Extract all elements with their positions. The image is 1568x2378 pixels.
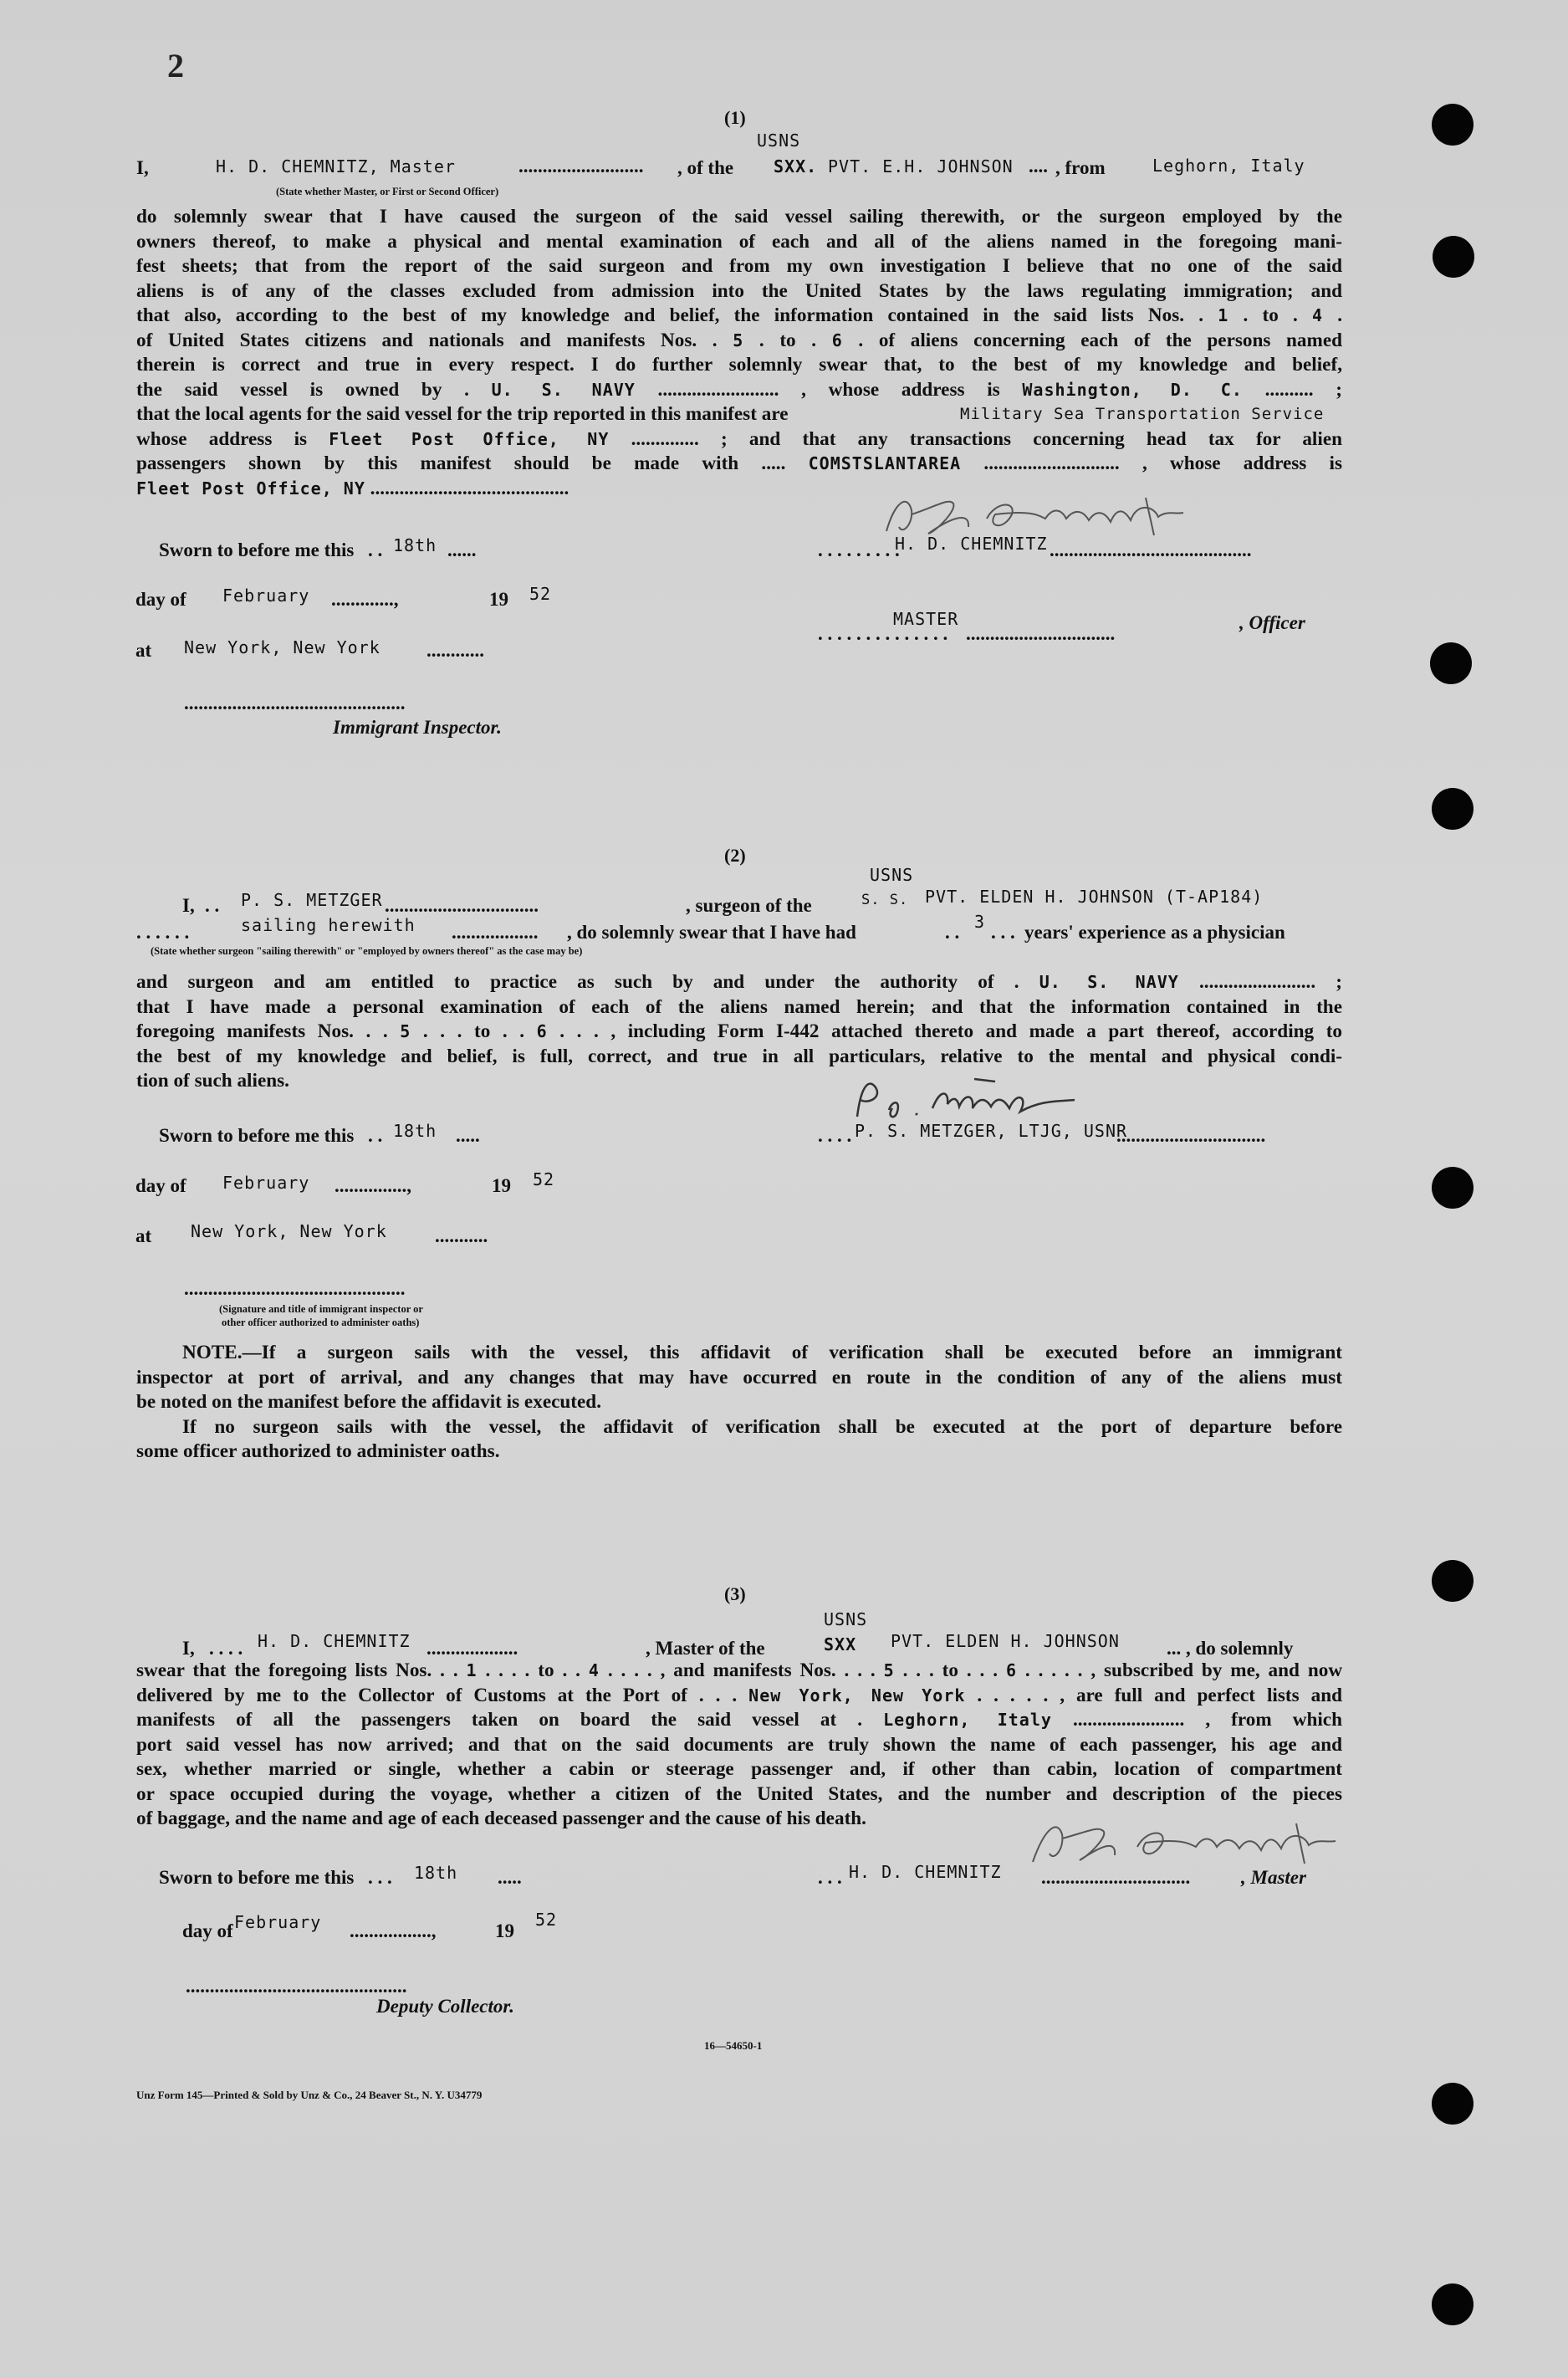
s3-collector-caption: Deputy Collector. <box>376 1996 514 2017</box>
s2-i: I, <box>182 895 195 916</box>
corner-mark: 2 <box>167 47 184 84</box>
binder-hole-1 <box>1432 104 1474 146</box>
s1-sworn-label: Sworn to before me this <box>159 540 355 560</box>
s2-note2-line-2: some officer authorized to administer oaths. <box>136 1440 500 1462</box>
s2-ss: S. S. <box>861 892 909 908</box>
s3-vessel-struck: SXX <box>824 1634 857 1654</box>
s2-body-line-7: tion of such aliens. <box>136 1070 289 1092</box>
s3-vessel-name: PVT. ELDEN H. JOHNSON <box>891 1631 1120 1651</box>
s1-month: February <box>222 586 310 606</box>
s3-month-dots: ................., <box>350 1920 437 1941</box>
s1-body-line-12: Fleet Post Office, NY ......................................... <box>136 477 569 499</box>
s3-sworn-day: 18th <box>414 1863 458 1883</box>
s3-day-of: day of <box>182 1920 233 1941</box>
s2-note2-line-1: If no surgeon sails with the vessel, the affidavit of verification shall be executed at the port of departure before <box>182 1415 1342 1438</box>
s1-head-tax-address: Fleet Post Office, NY <box>136 478 365 499</box>
s3-master-label: , Master <box>1241 1867 1306 1888</box>
s2-note-line-2: inspector at port of arrival, and any changes that may have occurred en route in the condition of any of the aliens must <box>136 1366 1342 1388</box>
s1-signer-typed: H. D. CHEMNITZ <box>895 534 1048 554</box>
s1-body-line-1: do solemnly swear that I have caused the surgeon of the said vessel sailing therewith, or the surgeon employed by the <box>136 206 1342 228</box>
s1-caption-master: (State whether Master, or First or Second Officer) <box>276 186 499 197</box>
s2-years-dots: . . <box>945 922 960 943</box>
s3-vessel-dots: ... <box>1167 1638 1182 1659</box>
s3-master-of: , Master of the <box>646 1638 765 1659</box>
s1-sworn-dots-2: ...... <box>447 540 477 560</box>
s3-body-line-4: manifests of all the passengers taken on board the said vessel at . Leghorn, Italy ....................... , from which <box>136 1709 1342 1731</box>
s2-inspector-dots: .............................................. <box>184 1278 406 1299</box>
s1-body-line-7: therein is correct and true in every respect. I do further solemnly swear that, to the best of my knowledge and belief, <box>136 354 1342 376</box>
s1-body-line-8: the said vessel is owned by . U. S. NAVY ......................... , whose address is Washington, D. C. .......... ; <box>136 378 1342 401</box>
s2-years: 3 <box>974 912 986 932</box>
section-2-number: (2) <box>724 845 746 866</box>
s2-sailing-dots: . . . . . . <box>136 922 190 943</box>
s1-body <box>136 205 1342 501</box>
s1-list-from: 1 <box>1218 305 1229 325</box>
s2-sailing-dots-2: .................. <box>452 922 539 943</box>
s2-body-line-5: foregoing manifests Nos. . . 5 . . . to . . 6 . . . , including Form I-442 attached thereto and made a part thereof, according to <box>136 1020 1343 1042</box>
s3-board-port: Leghorn, Italy <box>883 1710 1052 1730</box>
s3-manifest-to: 6 <box>1005 1660 1017 1680</box>
s3-i: I, <box>182 1638 195 1659</box>
s3-port: New York, New York <box>748 1685 966 1706</box>
s2-years-dots-2: . . . <box>991 922 1015 943</box>
binder-hole-7 <box>1432 2083 1474 2125</box>
s2-sworn-label: Sworn to before me this <box>159 1125 355 1146</box>
s3-year-suffix: 52 <box>535 1910 558 1930</box>
s3-list-from: 1 <box>466 1660 478 1680</box>
s1-body-line-4: aliens is of any of the classes excluded from admission into the United States by the laws regulating immigration; and <box>136 279 1342 302</box>
s1-manifest-from: 5 <box>733 330 744 350</box>
s2-name-dots: . . <box>205 895 220 916</box>
s1-i: I, <box>136 157 149 178</box>
s1-inspector-caption: Immigrant Inspector. <box>333 717 502 738</box>
s1-from: , from <box>1055 157 1106 178</box>
s1-vessel-name: PVT. E.H. JOHNSON <box>828 156 1014 176</box>
s2-body <box>136 970 1342 1094</box>
s3-name-dots: . . . . <box>209 1638 243 1659</box>
s1-body-line-6: of United States citizens and nationals and manifests Nos. . 5 . to . 6 . of aliens concerning each of the persons named <box>136 329 1343 351</box>
s1-head-tax-with: COMSTSLANTAREA <box>808 453 962 473</box>
s3-swear: , do solemnly <box>1186 1638 1294 1659</box>
s2-year-suffix: 52 <box>533 1169 555 1189</box>
s1-title-dots-2: ............................... <box>966 623 1116 644</box>
binder-hole-2 <box>1433 236 1474 278</box>
s2-name-dots-2: ................................ <box>385 895 539 916</box>
s2-manifest-from: 5 <box>400 1021 411 1041</box>
s2-place: New York, New York <box>191 1221 387 1241</box>
s1-body-line-10: whose address is Fleet Post Office, NY .............. ; and that any transactions concerning head tax for alien <box>136 427 1343 450</box>
s1-place: New York, New York <box>184 637 381 657</box>
s1-list-to: 4 <box>1312 305 1324 325</box>
s3-signer-typed: H. D. CHEMNITZ <box>849 1862 1002 1882</box>
s3-body-line-2: swear that the foregoing lists Nos. . . 1 . . . . to . . 4 . . . . , and manifests Nos. . . . 5 . . . to . . . 6 . . . . . , subscribed by me, and now <box>136 1659 1343 1681</box>
s2-month: February <box>222 1173 310 1193</box>
s3-body <box>136 1659 1342 1832</box>
s2-sworn-day: 18th <box>393 1121 437 1141</box>
binder-hole-8 <box>1432 2283 1474 2325</box>
s1-body-line-3: fest sheets; that from the report of the said surgeon and from my own investigation I believe that no one of the said <box>136 255 1342 277</box>
s1-title-dots: . . . . . . . . . . . . . . <box>818 623 948 644</box>
s2-body-line-6: the best of my knowledge and belief, is full, correct, and true in all particulars, relative to the mental and physical condi- <box>136 1045 1342 1067</box>
s1-agents-address: Fleet Post Office, NY <box>329 428 610 449</box>
s2-handwritten-signature <box>849 1075 1116 1125</box>
binder-hole-4 <box>1432 788 1474 830</box>
s2-manifest-to: 6 <box>536 1021 548 1041</box>
section-1-number: (1) <box>724 107 746 128</box>
s2-signer-dots: . . . . <box>818 1125 852 1146</box>
s3-year-prefix: 19 <box>495 1920 514 1941</box>
s2-usns: USNS <box>870 865 914 885</box>
section-3-number: (3) <box>724 1583 746 1604</box>
s2-at: at <box>135 1225 152 1246</box>
s1-body-line-9: that the local agents for the said vessel for the trip reported in this manifest are <box>136 403 789 425</box>
s1-signer-dots-2: .......................................... <box>1050 540 1252 560</box>
s2-surgeon-name: P. S. METZGER <box>241 890 383 910</box>
s1-body-line-2: owners thereof, to make a physical and mental examination of each and all of the aliens named in the foregoing mani- <box>136 230 1342 253</box>
binder-hole-5 <box>1432 1167 1474 1209</box>
s1-month-dots: ............., <box>331 589 399 610</box>
binder-hole-3 <box>1430 642 1472 684</box>
form-number: 16—54650-1 <box>704 2039 763 2052</box>
s1-agents: Military Sea Transportation Service <box>960 405 1325 423</box>
s1-manifest-to: 6 <box>831 330 843 350</box>
s3-name-dots-2: ................... <box>426 1638 518 1659</box>
s1-signer-title: MASTER <box>893 609 959 629</box>
s2-caption-surgeon: (State whether surgeon "sailing therewith" or "employed by owners thereof" as the case may be) <box>151 945 583 957</box>
s1-owner-address: Washington, D. C. <box>1022 379 1243 400</box>
s1-at: at <box>135 640 152 661</box>
binder-hole-6 <box>1432 1560 1474 1602</box>
s1-year-prefix: 19 <box>489 589 508 610</box>
s3-body-line-7: or space occupied during the voyage, whether a citizen of the United States, and the number and description of the pieces <box>136 1782 1342 1805</box>
s1-officer-label: , Officer <box>1239 612 1305 633</box>
s1-usns: USNS <box>757 130 801 151</box>
s3-master-name: H. D. CHEMNITZ <box>258 1631 411 1651</box>
s3-manifest-from: 5 <box>883 1660 895 1680</box>
s1-place-dots: ............ <box>426 640 484 661</box>
s3-list-to: 4 <box>588 1660 600 1680</box>
s3-collector-dots: .............................................. <box>186 1976 407 1997</box>
s1-owner: U. S. NAVY <box>491 379 636 400</box>
s1-sworn-day: 18th <box>393 535 437 555</box>
s1-master-name: H. D. CHEMNITZ, Master <box>216 156 456 176</box>
s2-sworn-dots: . . <box>368 1125 383 1146</box>
s2-note <box>136 1341 1342 1465</box>
s3-body-line-8: of baggage, and the name and age of each deceased passenger and the cause of his death. <box>136 1808 866 1829</box>
s2-signer-typed: P. S. METZGER, LTJG, USNR <box>855 1121 1128 1141</box>
s2-note-line-3: be noted on the manifest before the affidavit is executed. <box>136 1391 602 1413</box>
s2-day-of: day of <box>135 1175 186 1196</box>
s1-dots-1: .......................... <box>518 156 644 176</box>
s2-signer-dots-2: ............................... <box>1116 1125 1266 1146</box>
s2-note-line-1: NOTE.—If a surgeon sails with the vessel, this affidavit of verification shall be executed before an immigrant <box>182 1342 1342 1363</box>
s2-body-line-3: and surgeon and am entitled to practice as such by and under the authority of . U. S. NAVY ........................ ; <box>136 971 1343 993</box>
s3-body-line-5: port said vessel has now arrived; and that on the said documents are truly shown the name of each passenger, his age and <box>136 1733 1342 1756</box>
s1-sworn-dots: . . <box>368 540 383 560</box>
s2-swear-a: , do solemnly swear that I have had <box>567 922 856 943</box>
s1-year-suffix: 52 <box>529 584 552 604</box>
s3-usns: USNS <box>824 1609 868 1629</box>
s2-sailing: sailing herewith <box>241 915 416 935</box>
printer-line: Unz Form 145—Printed & Sold by Unz & Co., 24 Beaver St., N. Y. U34779 <box>136 2089 483 2101</box>
s3-signer-dots-2: ............................... <box>1041 1867 1191 1888</box>
s1-inspector-dots: .............................................. <box>184 693 406 713</box>
s2-inspector-caption-2: other officer authorized to administer oaths) <box>222 1317 420 1328</box>
s2-vessel-name: PVT. ELDEN H. JOHNSON (T-AP184) <box>925 887 1264 907</box>
s1-vessel-struck: SXX. <box>774 156 818 176</box>
s2-swear-b: years' experience as a physician <box>1024 922 1285 943</box>
s3-signer-dots: . . . <box>818 1867 842 1888</box>
s1-dots-2: .... <box>1029 156 1048 176</box>
s1-day-of: day of <box>135 589 186 610</box>
s3-body-line-6: sex, whether married or single, whether a cabin or steerage passenger and, if other than cabin, location of compartment <box>136 1758 1342 1780</box>
s2-sworn-dots-2: ..... <box>456 1125 480 1146</box>
s3-sworn-dots: . . . <box>368 1867 392 1888</box>
s3-sworn-label: Sworn to before me this <box>159 1867 355 1888</box>
s3-body-line-3: delivered by me to the Collector of Customs at the Port of . . . New York, New York . . . . . , are full and perfect lists and <box>136 1684 1342 1706</box>
s3-handwritten-signature <box>1024 1813 1392 1872</box>
s1-body-line-11: passengers shown by this manifest should be made with ..... COMSTSLANTAREA ............................ , whose address is <box>136 453 1343 474</box>
s1-signer-dots: . . . . . . . . . <box>818 540 900 560</box>
s2-year-prefix: 19 <box>492 1175 511 1196</box>
s1-from-port: Leghorn, Italy <box>1152 156 1305 176</box>
s3-month: February <box>234 1912 322 1932</box>
s2-body-line-4: that I have made a personal examination of each of the aliens named herein; and that the information contained in the <box>136 995 1342 1018</box>
s2-inspector-caption-1: (Signature and title of immigrant inspector or <box>219 1303 423 1315</box>
s2-place-dots: ........... <box>435 1225 488 1246</box>
s3-sworn-dots-2: ..... <box>498 1867 522 1888</box>
s1-body-line-5: that also, according to the best of my knowledge and belief, the information contained in the said lists Nos. . 1 . to . 4 . <box>136 304 1343 326</box>
s1-of-the: , of the <box>677 157 734 178</box>
s2-month-dots: ..............., <box>335 1175 411 1196</box>
s2-authority: U. S. NAVY <box>1039 972 1179 992</box>
s2-surgeon-of: , surgeon of the <box>686 895 812 916</box>
